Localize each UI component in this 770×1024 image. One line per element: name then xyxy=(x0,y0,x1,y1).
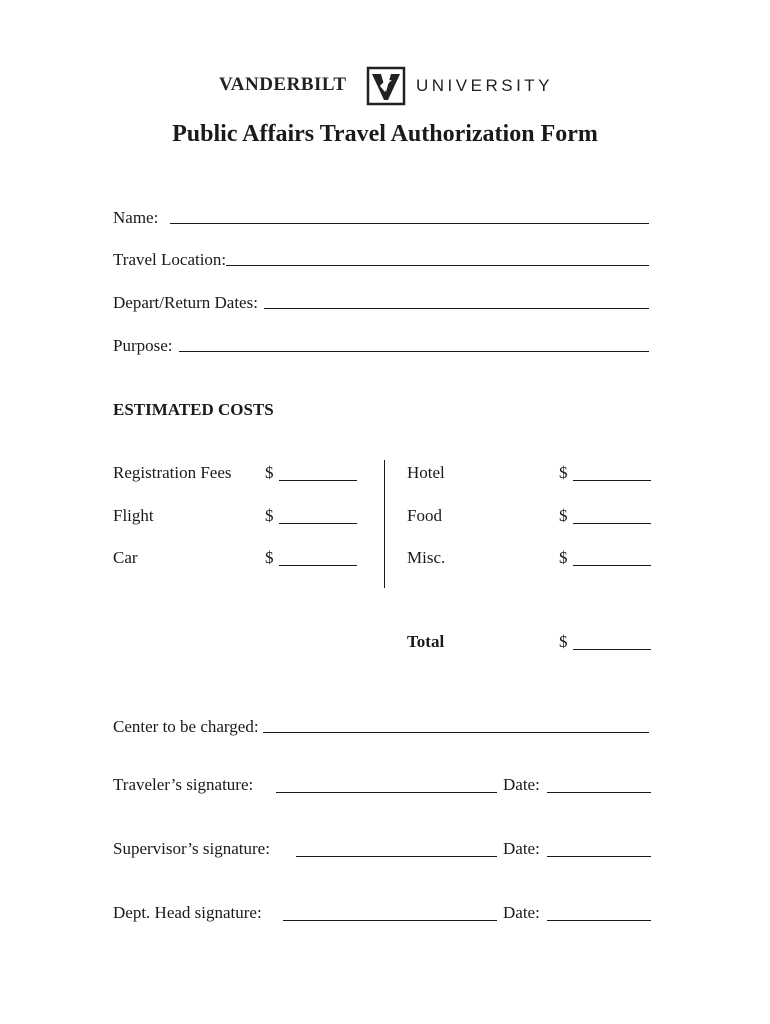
supervisor-date-line[interactable] xyxy=(547,856,651,857)
travel-location-label: Travel Location: xyxy=(113,250,227,269)
name-line[interactable] xyxy=(170,223,649,224)
logo-university-text: UNIVERSITY xyxy=(416,76,554,95)
university-crest-icon xyxy=(366,66,406,106)
total-label: Total xyxy=(407,632,445,651)
dept-head-date-line[interactable] xyxy=(547,920,651,921)
total-currency: $ xyxy=(559,632,568,651)
hotel-currency: $ xyxy=(559,463,568,482)
car-label: Car xyxy=(113,548,138,567)
supervisor-date-label: Date: xyxy=(503,839,540,858)
dept-head-signature-label: Dept. Head signature: xyxy=(113,903,262,922)
flight-label: Flight xyxy=(113,506,154,525)
logo-vanderbilt-text: VANDERBILT xyxy=(219,74,347,95)
registration-fees-line[interactable] xyxy=(279,480,357,481)
form-title: Public Affairs Travel Authorization Form xyxy=(172,121,598,147)
misc-currency: $ xyxy=(559,548,568,567)
car-currency: $ xyxy=(265,548,274,567)
dept-head-date-label: Date: xyxy=(503,903,540,922)
dates-line[interactable] xyxy=(264,308,649,309)
registration-fees-label: Registration Fees xyxy=(113,463,232,482)
registration-fees-currency: $ xyxy=(265,463,274,482)
purpose-label: Purpose: xyxy=(113,336,173,355)
dates-field[interactable] xyxy=(113,289,649,313)
center-charged-line[interactable] xyxy=(263,732,649,733)
traveler-signature-line[interactable] xyxy=(276,792,497,793)
misc-line[interactable] xyxy=(573,565,651,566)
traveler-signature-label: Traveler’s signature: xyxy=(113,775,254,794)
name-field[interactable] xyxy=(113,204,649,228)
dates-label: Depart/Return Dates: xyxy=(113,293,258,312)
traveler-date-line[interactable] xyxy=(547,792,651,793)
dept-head-signature-line[interactable] xyxy=(283,920,497,921)
travel-location-line[interactable] xyxy=(226,265,649,266)
column-divider xyxy=(384,460,385,588)
name-label: Name: xyxy=(113,208,159,227)
purpose-line[interactable] xyxy=(179,351,650,352)
supervisor-signature-line[interactable] xyxy=(296,856,497,857)
center-charged-field[interactable] xyxy=(113,713,649,737)
total-line[interactable] xyxy=(573,649,651,650)
supervisor-signature-label: Supervisor’s signature: xyxy=(113,839,270,858)
flight-line[interactable] xyxy=(279,523,357,524)
food-line[interactable] xyxy=(573,523,651,524)
food-currency: $ xyxy=(559,506,568,525)
car-line[interactable] xyxy=(279,565,357,566)
travel-location-field[interactable] xyxy=(113,246,649,270)
traveler-date-label: Date: xyxy=(503,775,540,794)
purpose-field[interactable] xyxy=(113,332,649,356)
hotel-label: Hotel xyxy=(407,463,445,482)
misc-label: Misc. xyxy=(407,548,446,567)
estimated-costs-heading: ESTIMATED COSTS xyxy=(113,400,274,419)
center-charged-label: Center to be charged: xyxy=(113,717,259,736)
flight-currency: $ xyxy=(265,506,274,525)
food-label: Food xyxy=(407,506,442,525)
hotel-line[interactable] xyxy=(573,480,651,481)
